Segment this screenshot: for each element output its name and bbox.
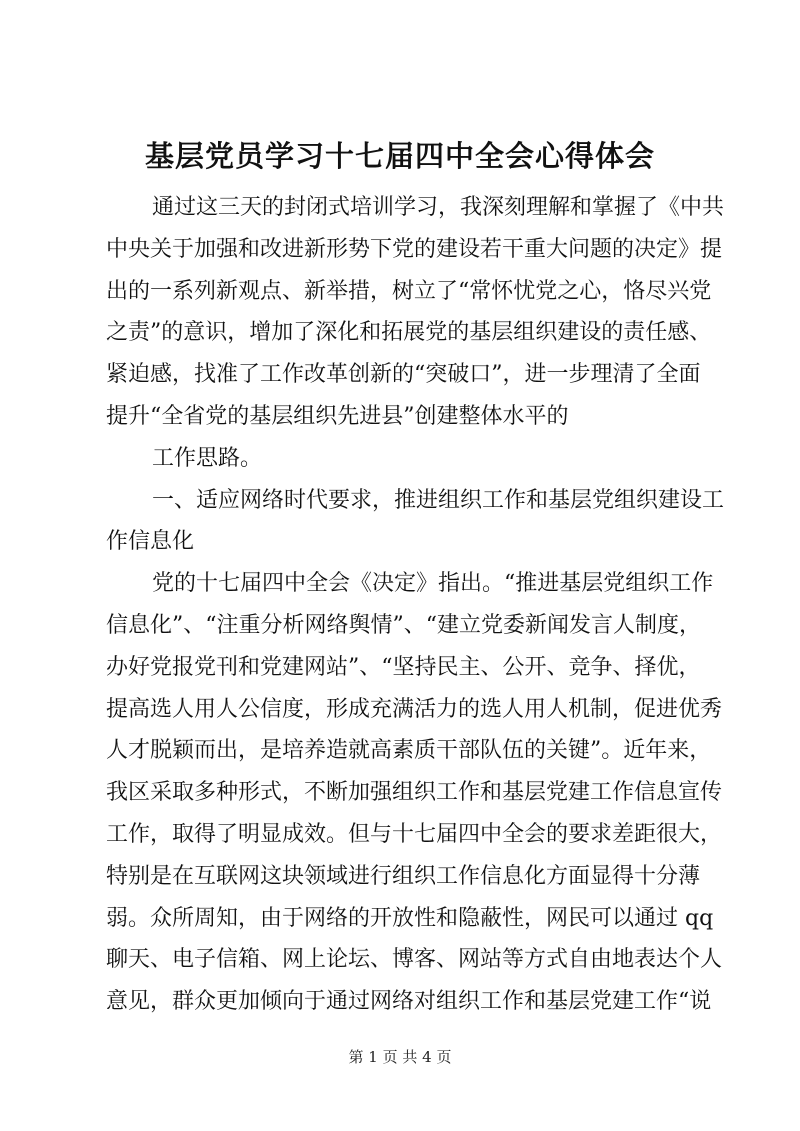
text-line: 信息化”、“注重分析网络舆情”、“建立党委新闻发言人制度， [106,612,701,638]
text-line: 意见，群众更加倾向于通过网络对组织工作和基层党建工作“说 [106,989,712,1015]
text-line: 工作，取得了明显成效。但与十七届四中全会的要求差距很大， [106,821,723,847]
text-line: 提高选人用人公信度，形成充满活力的选人用人机制，促进优秀 [106,696,723,722]
text-line: 聊天、电子信箱、网上论坛、博客、网站等方式自由地表达个人 [106,947,723,973]
text-line: 提升“全省党的基层组织先进县”创建整体水平的 [106,403,569,429]
text-line: 中央关于加强和改进新形势下党的建设若干重大问题的决定》提 [106,236,723,262]
document-title: 基层党员学习十七届四中全会心得体会 [144,139,655,173]
text-line: 党的十七届四中全会《决定》指出。“推进基层党组织工作 [152,571,714,597]
text-line: 紧迫感，找准了工作改革创新的“突破口”，进一步理清了全面 [106,362,701,388]
text-line: 人才脱颖而出，是培养造就高素质干部队伍的关键”。近年来， [106,738,712,764]
text-line: 出的一系列新观点、新举措，树立了“常怀忧党之心，恪尽兴党 [106,278,712,304]
text-line: 我区采取多种形式，不断加强组织工作和基层党建工作信息宣传 [106,780,723,806]
text-line: 办好党报党刊和党建网站”、“坚持民主、公开、竞争、择优， [106,654,701,680]
text-line: 之责”的意识，增加了深化和拓展党的基层组织建设的责任感、 [106,320,712,346]
text-line: 特别是在互联网这块领域进行组织工作信息化方面显得十分薄 [106,863,701,889]
page-footer: 第 1 页 共 4 页 [348,1048,452,1066]
text-line: 弱。众所周知，由于网络的开放性和隐蔽性，网民可以通过 qq [106,905,714,931]
document-body [106,187,725,1023]
section-heading-line: 作信息化 [106,529,195,555]
text-line: 通过这三天的封闭式培训学习，我深刻理解和掌握了《中共 [152,195,725,220]
text-line: 工作思路。 [152,445,263,471]
section-heading-line: 一、适应网络时代要求，推进组织工作和基层党组织建设工 [152,487,725,513]
